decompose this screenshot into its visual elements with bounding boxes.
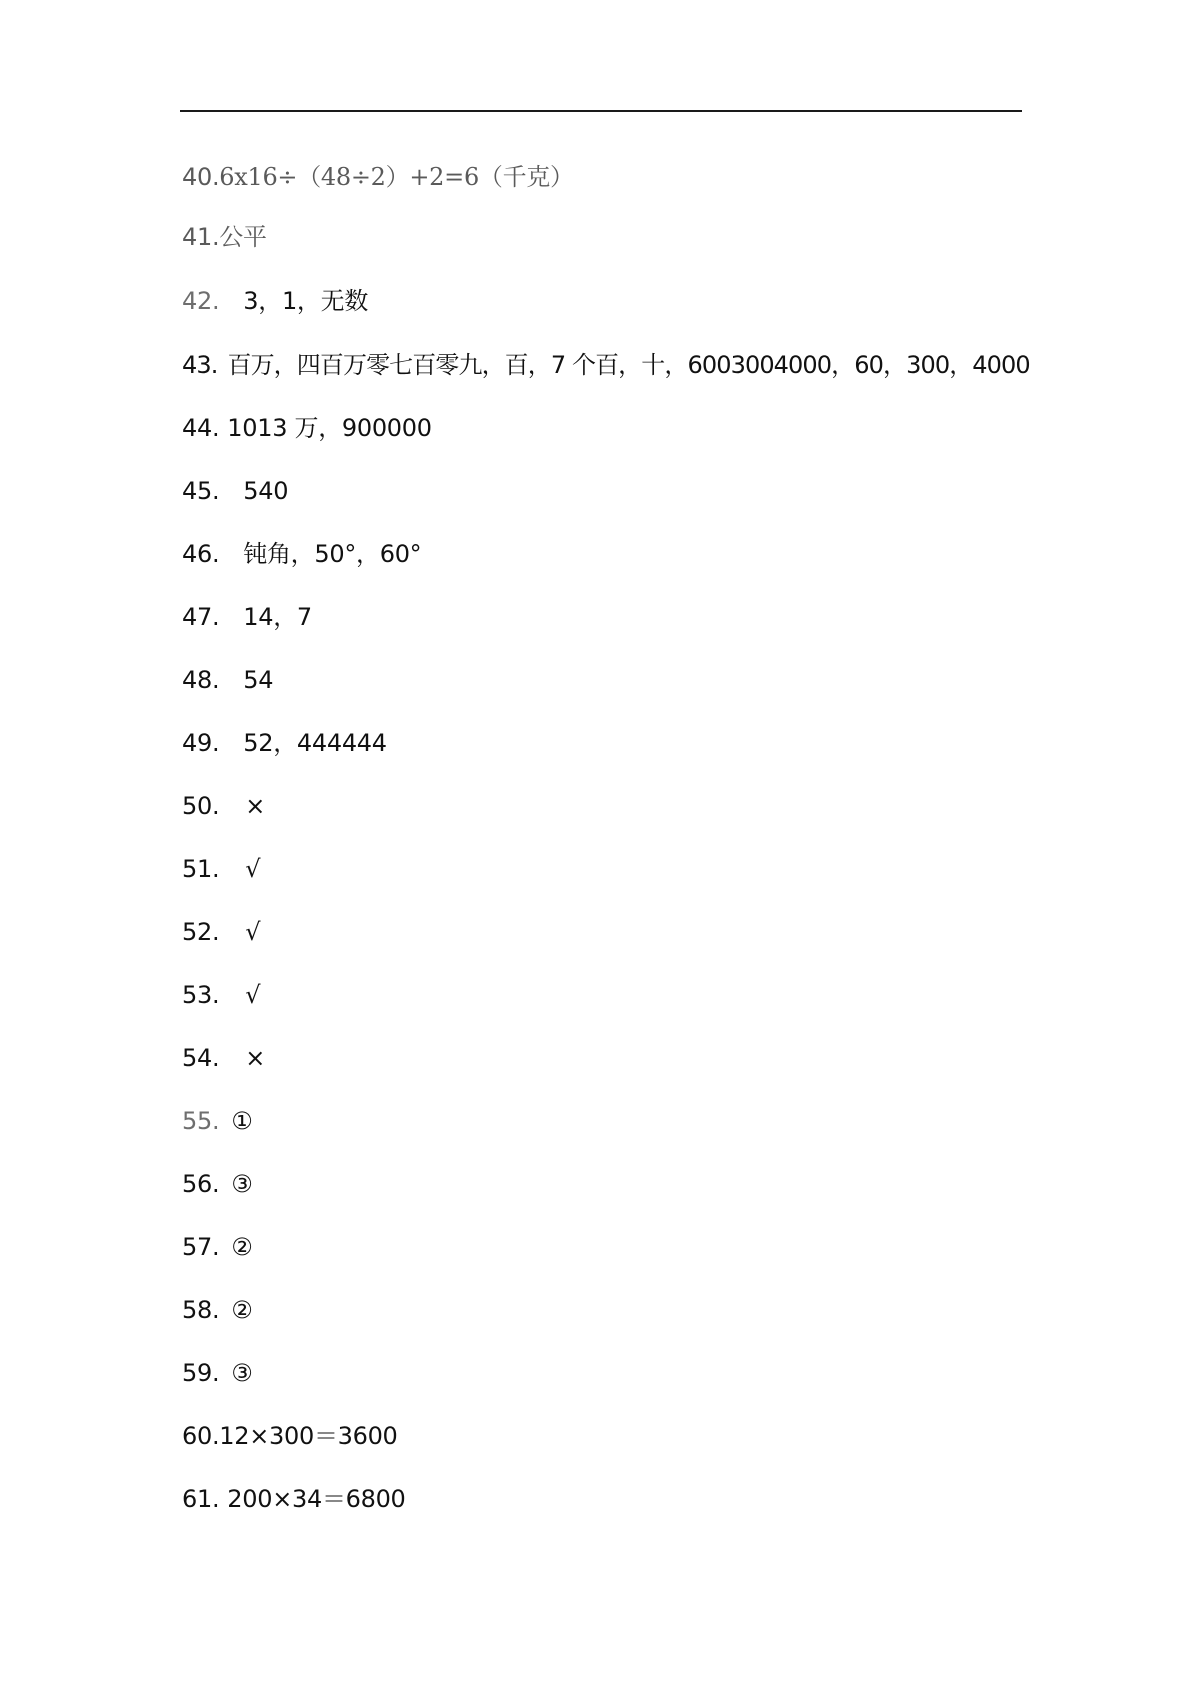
answer-text: √ bbox=[245, 981, 261, 1009]
answer-item-44 bbox=[182, 413, 432, 443]
answer-number: 60. bbox=[182, 1422, 220, 1450]
answer-number: 50. bbox=[182, 792, 220, 820]
answer-text: 3，1，无数 bbox=[243, 287, 369, 315]
answer-text: 540 bbox=[243, 477, 289, 505]
answer-text: √ bbox=[245, 855, 261, 883]
answer-item-43 bbox=[182, 350, 1030, 380]
answer-item-50 bbox=[182, 791, 265, 821]
answer-number: 61. bbox=[182, 1485, 220, 1513]
answer-number: 43. bbox=[182, 351, 218, 379]
answer-number: 49. bbox=[182, 729, 220, 757]
answer-item-59 bbox=[182, 1358, 253, 1388]
answer-text: ③ bbox=[231, 1359, 253, 1387]
answer-number: 46. bbox=[182, 540, 220, 568]
answer-item-48 bbox=[182, 665, 273, 695]
answer-number: 48. bbox=[182, 666, 220, 694]
answer-text: √ bbox=[245, 918, 261, 946]
answer-text: ③ bbox=[231, 1170, 253, 1198]
answer-number: 41. bbox=[182, 223, 220, 251]
answer-number: 45. bbox=[182, 477, 220, 505]
answer-text: 52，444444 bbox=[243, 729, 387, 757]
answer-item-45 bbox=[182, 476, 288, 506]
answer-text: 12×300＝3600 bbox=[219, 1422, 398, 1450]
answer-number: 58. bbox=[182, 1296, 220, 1324]
answer-number: 55. bbox=[182, 1107, 220, 1135]
answer-text: 公平 bbox=[219, 223, 267, 251]
answer-text: 1013 万，900000 bbox=[227, 414, 432, 442]
answer-number: 42. bbox=[182, 287, 220, 315]
answer-number: 53. bbox=[182, 981, 220, 1009]
answer-item-49 bbox=[182, 728, 387, 758]
answer-number: 44. bbox=[182, 414, 220, 442]
answer-number: 56. bbox=[182, 1170, 220, 1198]
answer-text: 200×34＝6800 bbox=[227, 1485, 406, 1513]
header-rule bbox=[180, 110, 1022, 112]
answer-text: 6x16÷（48÷2）+2=6（千克） bbox=[219, 163, 574, 191]
answer-text: × bbox=[245, 1044, 266, 1072]
answer-item-40 bbox=[182, 162, 574, 192]
answer-number: 57. bbox=[182, 1233, 220, 1261]
answer-item-46 bbox=[182, 539, 421, 569]
answer-item-54 bbox=[182, 1043, 265, 1073]
answer-item-61 bbox=[182, 1484, 406, 1514]
answer-item-56 bbox=[182, 1169, 253, 1199]
answer-item-41 bbox=[182, 222, 267, 252]
answer-number: 47. bbox=[182, 603, 220, 631]
answer-item-47 bbox=[182, 602, 312, 632]
answer-text: 14，7 bbox=[243, 603, 312, 631]
answer-item-42 bbox=[182, 286, 368, 316]
answer-number: 59. bbox=[182, 1359, 220, 1387]
answer-item-58 bbox=[182, 1295, 253, 1325]
answer-number: 52. bbox=[182, 918, 220, 946]
answer-text: ② bbox=[231, 1296, 253, 1324]
answer-text: 百万，四百万零七百零九，百，7 个百，十，6003004000，60，300，4000 bbox=[227, 351, 1030, 379]
answer-text: × bbox=[245, 792, 266, 820]
answer-number: 54. bbox=[182, 1044, 220, 1072]
answer-item-60 bbox=[182, 1421, 398, 1451]
answer-text: ① bbox=[231, 1107, 253, 1135]
answer-item-51 bbox=[182, 854, 260, 884]
answer-text: ② bbox=[231, 1233, 253, 1261]
answer-item-55 bbox=[182, 1106, 253, 1136]
answer-number: 40. bbox=[182, 163, 220, 191]
answer-item-52 bbox=[182, 917, 260, 947]
answer-item-57 bbox=[182, 1232, 253, 1262]
answer-item-53 bbox=[182, 980, 260, 1010]
answer-number: 51. bbox=[182, 855, 220, 883]
answer-text: 钝角，50°，60° bbox=[243, 540, 422, 568]
answer-text: 54 bbox=[243, 666, 274, 694]
